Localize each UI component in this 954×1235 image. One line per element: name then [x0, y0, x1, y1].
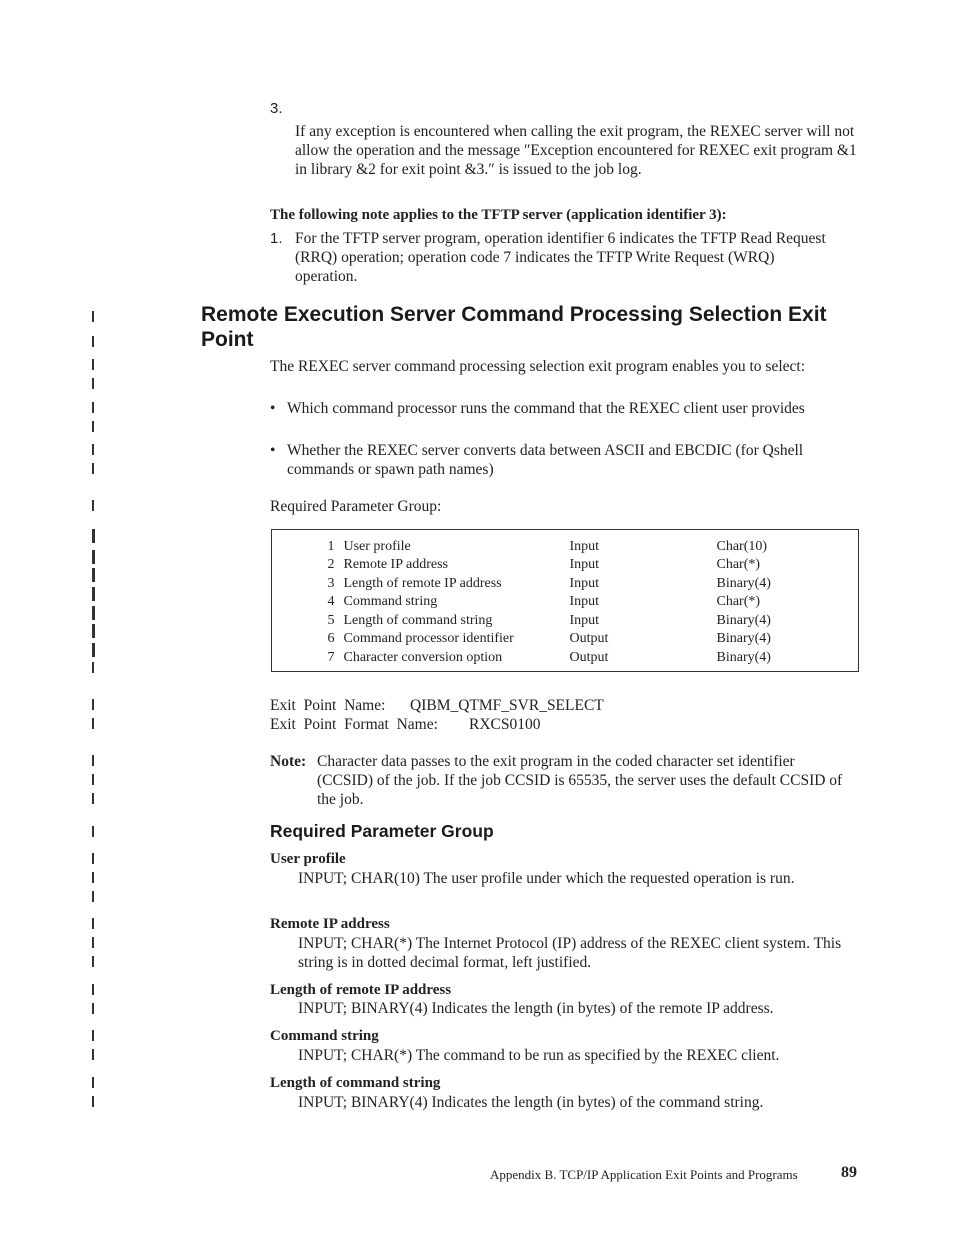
exit-point-format-value: RXCS0100: [469, 716, 541, 733]
param-description: INPUT; CHAR(10) The user profile under which the requested operation is run.: [298, 870, 795, 887]
required-group-heading: Required Parameter Group: [270, 821, 494, 841]
change-bar: [92, 643, 95, 657]
table-row: [272, 575, 859, 594]
table-row: [272, 649, 859, 668]
section-intro: The REXEC server command processing selection exit program enables you to select:: [270, 358, 806, 375]
param-io: Output: [569, 631, 609, 647]
param-term: User profile: [270, 851, 346, 867]
change-bar: [92, 1096, 94, 1107]
change-bar: [92, 587, 95, 601]
change-bar: [92, 956, 94, 967]
param-number: 3: [327, 575, 335, 591]
param-name: Length of remote IP address: [343, 575, 502, 591]
parameter-table: [271, 529, 859, 672]
change-bar: [92, 463, 94, 474]
param-io: Input: [569, 594, 600, 610]
tftp-item-number: 1.: [270, 230, 283, 247]
change-bar: [92, 699, 94, 710]
tftp-note-heading: The following note applies to the TFTP server (application identifier 3):: [270, 207, 727, 223]
param-term: Command string: [270, 1028, 379, 1044]
change-bar: [92, 793, 94, 804]
change-bar: [92, 984, 94, 995]
param-number: 5: [327, 612, 335, 628]
change-bar: [92, 359, 94, 370]
section-title: Remote Execution Server Command Processing Selection Exit Point: [201, 303, 827, 351]
param-type: Binary(4): [716, 631, 771, 647]
change-bar: [92, 1077, 94, 1088]
required-group-label: Required Parameter Group:: [270, 498, 442, 515]
change-bar: [92, 624, 95, 638]
change-bar: [92, 606, 95, 620]
param-number: 1: [327, 538, 335, 554]
change-bar: [92, 444, 94, 455]
change-bar: [92, 872, 94, 883]
change-bar: [92, 853, 94, 864]
exit-point-name-label: Exit Point Name:: [270, 697, 386, 714]
param-name: User profile: [343, 538, 411, 554]
change-bar: [92, 500, 94, 511]
param-io: Input: [569, 612, 600, 628]
table-row: [272, 630, 859, 649]
param-number: 7: [327, 650, 335, 666]
param-io: Input: [569, 557, 600, 573]
change-bar: [92, 937, 94, 948]
change-bar: [92, 774, 94, 785]
table-row: [272, 593, 859, 612]
param-name: Command string: [343, 594, 438, 610]
param-type: Char(10): [716, 538, 768, 554]
table-row: [272, 612, 859, 631]
param-term: Remote IP address: [270, 916, 390, 932]
change-bar: [92, 718, 94, 729]
param-number: 6: [327, 631, 335, 647]
param-description: INPUT; CHAR(*) The Internet Protocol (IP) address of the REXEC client system. This string is in dotted decimal format, left justified.: [298, 935, 842, 971]
exit-point-format-label: Exit Point Format Name:: [270, 716, 438, 733]
tftp-item-text: For the TFTP server program, operation identifier 6 indicates the TFTP Read Request (RRQ) operation; operation code 7 indicates the TFTP Write Request (WRQ) operation.: [295, 230, 826, 285]
footer-text: Appendix B. TCP/IP Application Exit Points and Programs: [490, 1167, 798, 1182]
bullet-text: Whether the REXEC server converts data between ASCII and EBCDIC (for Qshell commands or spawn path names): [287, 442, 804, 478]
param-type: Binary(4): [716, 612, 771, 628]
param-type: Binary(4): [716, 650, 771, 666]
param-io: Output: [569, 650, 609, 666]
step-text: If any exception is encountered when calling the exit program, the REXEC server will not allow the operation and the message ″Exception encountered for REXEC exit program &1 in library &2 for exit point &3.″ is issued to the job log.: [295, 123, 857, 178]
note-label: Note:: [270, 753, 307, 770]
param-number: 4: [327, 594, 335, 610]
change-bar: [92, 421, 94, 432]
table-row: [272, 538, 859, 557]
change-bar: [92, 826, 94, 837]
param-description: INPUT; BINARY(4) Indicates the length (in bytes) of the command string.: [298, 1094, 764, 1111]
param-type: Char(*): [716, 557, 761, 573]
param-number: 2: [327, 557, 335, 573]
table-row: [272, 556, 859, 575]
param-type: Binary(4): [716, 575, 771, 591]
bullet-text: Which command processor runs the command that the REXEC client user provides: [287, 400, 805, 417]
change-bar: [92, 1049, 94, 1060]
change-bar: [92, 755, 94, 766]
bullet-glyph: •: [270, 442, 276, 459]
change-bar: [92, 529, 95, 543]
change-bar: [92, 891, 94, 902]
param-name: Remote IP address: [343, 557, 448, 573]
param-name: Character conversion option: [343, 650, 503, 666]
page-number: 89: [841, 1164, 857, 1181]
param-description: INPUT; BINARY(4) Indicates the length (in bytes) of the remote IP address.: [298, 1000, 774, 1017]
step-number: 3.: [270, 100, 283, 117]
param-name: Length of command string: [343, 612, 493, 628]
param-name: Command processor identifier: [343, 631, 514, 647]
bullet-glyph: •: [270, 400, 276, 417]
exit-point-name-value: QIBM_QTMF_SVR_SELECT: [410, 697, 604, 714]
param-term: Length of command string: [270, 1075, 441, 1091]
param-io: Input: [569, 575, 600, 591]
table-row: [272, 530, 859, 538]
param-type: Char(*): [716, 594, 761, 610]
note-text: Character data passes to the exit program in the coded character set identifier (CCSID) of the job. If the job CCSID is 65535, the server uses the default CCSID of the job.: [317, 753, 843, 808]
param-description: INPUT; CHAR(*) The command to be run as specified by the REXEC client.: [298, 1047, 780, 1064]
change-bar: [92, 918, 94, 929]
change-bar: [92, 378, 94, 389]
change-bar: [92, 336, 94, 347]
param-io: Input: [569, 538, 600, 554]
change-bar: [92, 550, 95, 564]
param-term: Length of remote IP address: [270, 982, 452, 998]
change-bar: [92, 1003, 94, 1014]
change-bar: [92, 662, 94, 673]
change-bar: [92, 311, 94, 322]
change-bar: [92, 402, 94, 413]
change-bar: [92, 1030, 94, 1041]
change-bar: [92, 568, 95, 582]
